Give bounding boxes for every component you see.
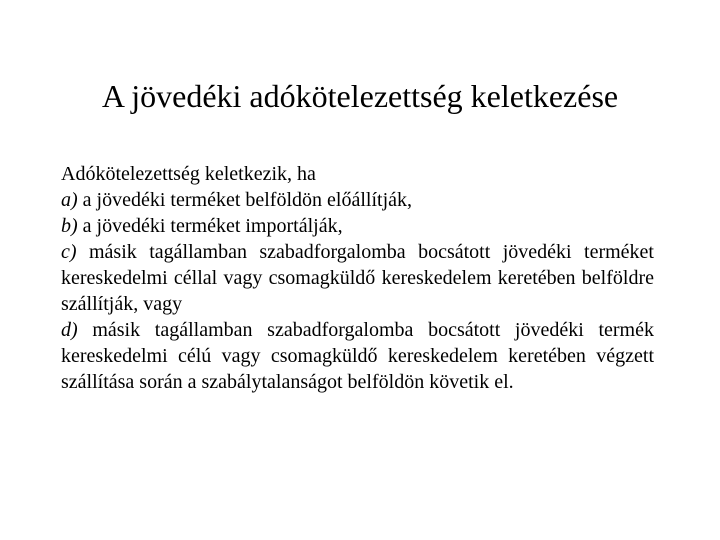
list-item-c <box>61 239 654 317</box>
item-label: b) <box>61 215 78 237</box>
intro-line: Adókötelezettség keletkezik, ha <box>61 163 316 185</box>
item-label: a) <box>61 189 78 211</box>
slide-body <box>61 161 654 395</box>
item-text: másik tagállamban szabadforgalomba bocsátott jövedéki termék kereskedelmi célú vagy csomagküldő kereskedelem keretében végzett szállítása során a szabálytalanságot belföldön követik el. <box>61 319 654 393</box>
list-item-d <box>61 317 654 395</box>
item-label: d) <box>61 319 78 341</box>
list-item-a <box>61 187 654 213</box>
item-text: a jövedéki terméket belföldön előállítják, <box>77 189 412 211</box>
slide-title: A jövedéki adókötelezettség keletkezése <box>101 78 619 114</box>
item-label: c) <box>61 241 77 263</box>
item-text: a jövedéki terméket importálják, <box>77 215 343 237</box>
list-item-b <box>61 213 654 239</box>
item-text: másik tagállamban szabadforgalomba bocsátott jövedéki terméket kereskedelmi céllal vagy csomagküldő kereskedelem keretében belföldre szállítják, vagy <box>61 241 654 315</box>
